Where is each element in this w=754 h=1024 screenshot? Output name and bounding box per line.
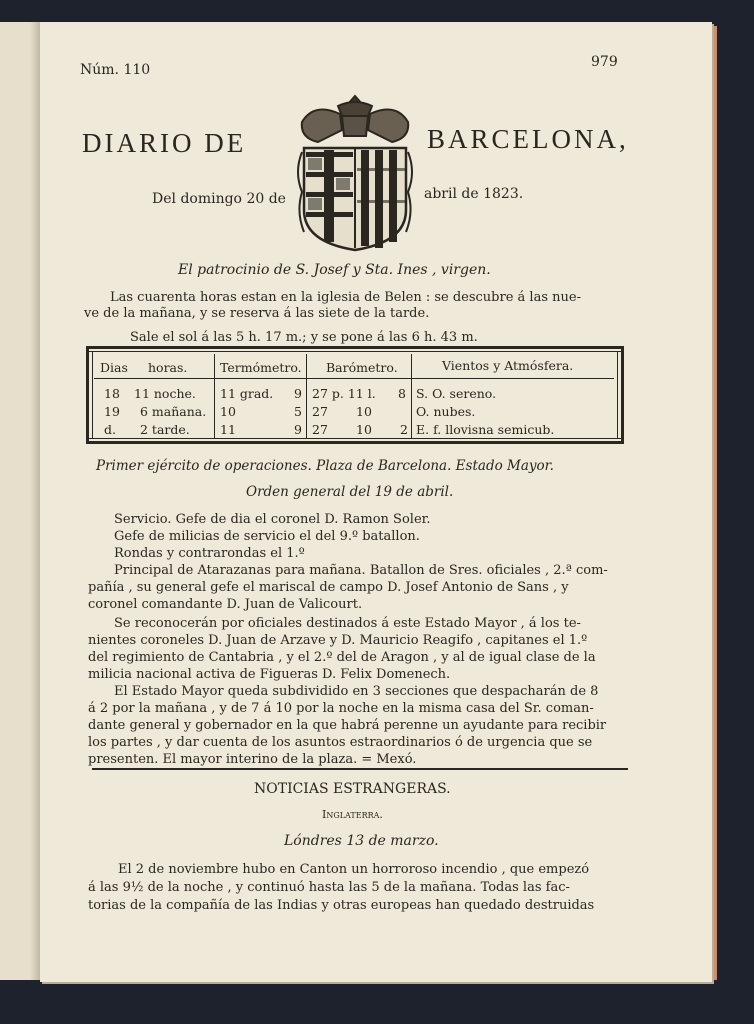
section-divider (92, 768, 628, 770)
army-line: Servicio. Gefe de dia el coronel D. Ramon Soler. (114, 512, 431, 527)
masthead-title-left: DIARIO DE (82, 128, 247, 158)
weather-table (86, 346, 624, 446)
weather-header-dias: Dias (100, 360, 128, 375)
forty-hours-line-1: Las cuarenta horas estan en la iglesia de Belen : se descubre á las nue- (110, 290, 581, 305)
foreign-news-dateline: Lóndres 13 de marzo. (284, 833, 439, 849)
army-line: á 2 por la mañana , y de 7 á 10 por la noche en la misma casa del Sr. coman- (88, 701, 594, 716)
army-line: presenten. El mayor interino de la plaza. = Mexó. (88, 752, 417, 767)
army-line: Rondas y contrarondas el 1.º (114, 546, 305, 561)
army-line: nientes coroneles D. Juan de Arzave y D. Mauricio Reagifo , capitanes el 1.º (88, 633, 588, 648)
weather-header-vientos: Vientos y Atmósfera. (442, 358, 574, 373)
army-line: los partes , y dar cuenta de los asuntos estraordinarios ó de urgencia que se (88, 735, 593, 750)
foreign-news-heading: NOTICIAS ESTRANGERAS. (254, 781, 451, 797)
page-fore-edge (712, 26, 717, 980)
daily-patronage: El patrocinio de S. Josef y Sta. Ines , virgen. (178, 262, 491, 278)
weather-header-horas: horas. (148, 360, 188, 375)
army-line: coronel comandante D. Juan de Valicourt. (88, 597, 363, 612)
weather-cell-dia: 19 (104, 404, 120, 419)
army-heading: Primer ejército de operaciones. Plaza de Barcelona. Estado Mayor. (96, 458, 554, 474)
sunrise-sunset: Sale el sol á las 5 h. 17 m.; y se pone á las 6 h. 43 m. (130, 330, 478, 345)
weather-cell-hora: 6 mañana. (140, 404, 207, 419)
army-line: Se reconocerán por oficiales destinados á este Estado Mayor , á los te- (114, 616, 581, 631)
weather-cell-baro: 27 p. 11 l. (312, 386, 376, 401)
weather-cell-dia: d. (104, 422, 116, 437)
issue-number: Núm. 110 (80, 62, 151, 78)
forty-hours-line-2: ve de la mañana, y se reserva á las siete de la tarde. (84, 306, 430, 321)
masthead-title-right: BARCELONA, (427, 124, 629, 154)
army-line: dante general y gobernador en la que habrá perenne un ayudante para recibir (88, 718, 607, 733)
weather-cell-baro-b: 10 (356, 422, 372, 437)
army-line: Principal de Atarazanas para mañana. Batallon de Sres. oficiales , 2.ª com- (114, 563, 608, 578)
weather-header-barometro: Barómetro. (326, 360, 398, 375)
foreign-news-country: Inglaterra. (322, 808, 383, 821)
weather-cell-baro-c: 2 (400, 422, 408, 437)
foreign-news-line: á las 9½ de la noche , y continuó hasta las 5 de la mañana. Todas las fac- (88, 880, 570, 895)
page-number: 979 (591, 54, 618, 70)
army-subheading: Orden general del 19 de abril. (246, 484, 454, 500)
weather-cell-termo: 11 (220, 422, 236, 437)
barcelona-coat-of-arms-icon (294, 92, 416, 254)
weather-cell-hora: 11 noche. (134, 386, 196, 401)
weather-cell-viento: E. f. llovisna semicub. (416, 422, 555, 437)
weather-cell-baro: 27 (312, 404, 328, 419)
army-line: pañía , su general gefe el mariscal de campo D. Josef Antonio de Sans , y (88, 580, 569, 595)
weather-cell-hora: 2 tarde. (140, 422, 190, 437)
weather-cell-viento: S. O. sereno. (416, 386, 497, 401)
army-line: Gefe de milicias de servicio el del 9.º batallon. (114, 529, 420, 544)
army-line: del regimiento de Cantabria , y el 2.º del de Aragon , y al de igual clase de la (88, 650, 596, 665)
weather-cell-termo-min: 5 (294, 404, 302, 419)
foreign-news-line: El 2 de noviembre hubo en Canton un horroroso incendio , que empezó (118, 862, 590, 877)
weather-cell-baro: 27 (312, 422, 328, 437)
weather-cell-termo: 11 grad. (220, 386, 274, 401)
weather-cell-dia: 18 (104, 386, 120, 401)
issue-date-right: abril de 1823. (424, 186, 524, 202)
army-line: milicia nacional activa de Figueras D. Felix Domenech. (88, 667, 451, 682)
foreign-news-line: torias de la compañía de las Indias y otras europeas han quedado destruidas (88, 898, 595, 913)
weather-cell-viento: O. nubes. (416, 404, 476, 419)
issue-date-left: Del domingo 20 de (152, 191, 286, 207)
weather-cell-baro-b: 8 (398, 386, 406, 401)
weather-cell-termo: 10 (220, 404, 236, 419)
army-line: El Estado Mayor queda subdividido en 3 secciones que despacharán de 8 (114, 684, 599, 699)
weather-cell-termo-min: 9 (294, 386, 302, 401)
weather-header-termometro: Termómetro. (220, 360, 302, 375)
weather-cell-termo-min: 9 (294, 422, 302, 437)
weather-cell-baro-b: 10 (356, 404, 372, 419)
